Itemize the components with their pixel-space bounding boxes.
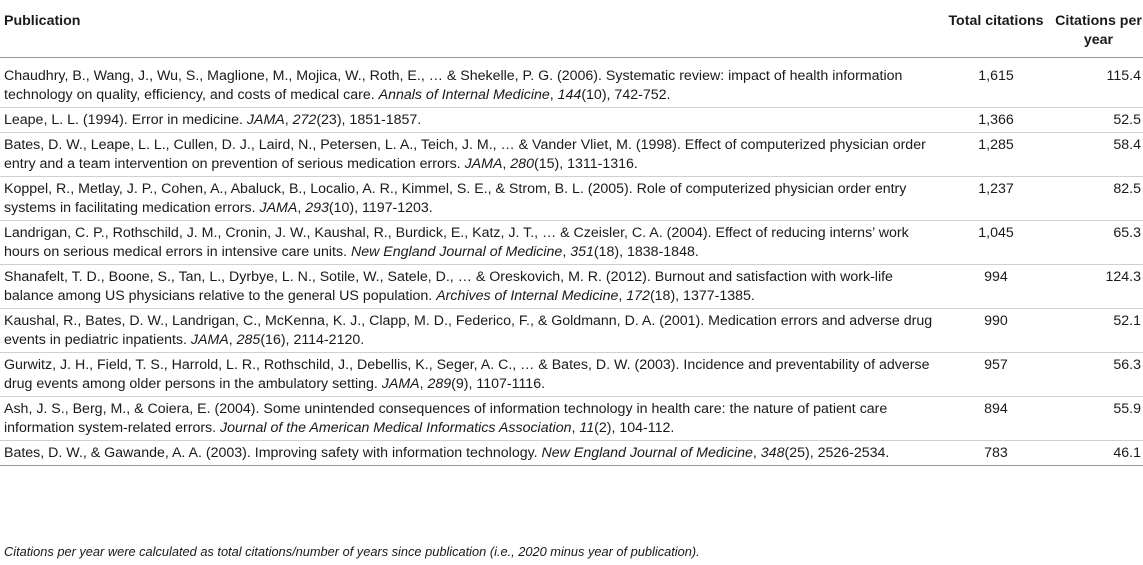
citation-journal: Annals of Internal Medicine (378, 87, 550, 103)
publication-cell (0, 265, 944, 309)
publication-cell (0, 441, 944, 466)
citation-authors-title: Bates, D. W., & Gawande, A. A. (2003). Improving safety with information technology. (4, 445, 542, 461)
citations-per-year-cell: 46.1 (1048, 441, 1143, 466)
total-citations-cell: 1,285 (944, 133, 1048, 177)
total-citations-cell: 1,237 (944, 177, 1048, 221)
citation-separator: , (228, 332, 237, 348)
citation-journal: New England Journal of Medicine (541, 445, 753, 461)
citation-journal: Journal of the American Medical Informatics Association (220, 420, 572, 436)
citations-per-year-cell: 65.3 (1048, 221, 1143, 265)
header-total-citations: Total citations (944, 4, 1048, 58)
citation-issue-pages: (25), 2526-2534. (784, 445, 890, 461)
citation-issue-pages: (23), 1851-1857. (316, 112, 422, 128)
citation-authors-title: Bates, D. W., Leape, L. L., Cullen, D. J., Laird, N., Petersen, L. A., Teich, J. M., … & Vander Vliet, M. (1998). Effect of computerized physician order entry and a team intervention on prevention of serious medication errors. (4, 137, 926, 172)
total-citations-cell: 894 (944, 397, 1048, 441)
table-row (0, 133, 1143, 177)
publication-cell (0, 133, 944, 177)
total-citations-cell: 1,045 (944, 221, 1048, 265)
table-row (0, 309, 1143, 353)
header-publication: Publication (0, 4, 944, 58)
publication-cell (0, 221, 944, 265)
citation-authors-title: Koppel, R., Metlay, J. P., Cohen, A., Abaluck, B., Localio, A. R., Kimmel, S. E., & Strom, B. L. (2005). Role of computerized physician order entry systems in facilitating medication errors. (4, 181, 907, 216)
citation-separator: , (502, 156, 511, 172)
table-row (0, 397, 1143, 441)
citation-authors-title: Kaushal, R., Bates, D. W., Landrigan, C., McKenna, K. J., Clapp, M. D., Federico, F., & Goldmann, D. A. (2001). Medication errors and adverse drug events in pediatric inpatients. (4, 313, 933, 348)
table-header (0, 4, 1143, 58)
publication-cell (0, 309, 944, 353)
citation-separator: , (284, 112, 293, 128)
citation-authors-title: Shanafelt, T. D., Boone, S., Tan, L., Dyrbye, L. N., Sotile, W., Satele, D., … & Oreskovich, M. R. (2012). Burnout and satisfaction with work-life balance among US physicians relative to the general US population. (4, 269, 893, 304)
citations-per-year-cell: 52.5 (1048, 108, 1143, 133)
table-body (0, 58, 1143, 466)
header-row (0, 4, 1143, 58)
publication-cell (0, 397, 944, 441)
citation-volume: 144 (557, 87, 582, 103)
table-row (0, 58, 1143, 108)
publication-cell (0, 58, 944, 108)
total-citations-cell: 957 (944, 353, 1048, 397)
citations-per-year-cell: 55.9 (1048, 397, 1143, 441)
table-row (0, 108, 1143, 133)
citations-per-year-cell: 58.4 (1048, 133, 1143, 177)
citation-separator: , (562, 244, 571, 260)
citation-authors-title: Landrigan, C. P., Rothschild, J. M., Cronin, J. W., Kaushal, R., Burdick, E., Katz, J. T., … & Czeisler, C. A. (2004). Effect of reducing interns’ work hours on serious medical errors in intensive care units. (4, 225, 909, 260)
citations-per-year-cell: 52.1 (1048, 309, 1143, 353)
citation-issue-pages: (16), 2114-2120. (260, 332, 365, 348)
citation-journal: JAMA (246, 112, 285, 128)
citation-separator: , (297, 200, 306, 216)
citation-issue-pages: (10), 742-752. (581, 87, 671, 103)
citation-journal: Archives of Internal Medicine (436, 288, 619, 304)
citation-authors-title: Ash, J. S., Berg, M., & Coiera, E. (2004). Some unintended consequences of information technology in health care: the nature of patient care information system-related errors. (4, 401, 888, 436)
citation-volume: 348 (760, 445, 785, 461)
publication-cell (0, 353, 944, 397)
total-citations-cell: 990 (944, 309, 1048, 353)
table-footnote: Citations per year were calculated as total citations/number of years since publication (i.e., 2020 minus year of publication). (4, 544, 700, 559)
citation-authors-title: Leape, L. L. (1994). Error in medicine. (4, 112, 247, 128)
table-row (0, 177, 1143, 221)
table-row (0, 441, 1143, 466)
citation-volume: 11 (579, 420, 595, 436)
citation-volume: 172 (626, 288, 650, 304)
citation-separator: , (752, 445, 761, 461)
citation-volume: 289 (427, 376, 452, 392)
citation-separator: , (571, 420, 580, 436)
publication-cell (0, 177, 944, 221)
citations-table (0, 4, 1143, 466)
citation-separator: , (419, 376, 428, 392)
citation-issue-pages: (2), 104-112. (594, 420, 675, 436)
total-citations-cell: 1,615 (944, 58, 1048, 108)
citations-per-year-cell: 124.3 (1048, 265, 1143, 309)
citation-journal: JAMA (190, 332, 229, 348)
citation-journal: JAMA (464, 156, 503, 172)
citation-separator: , (618, 288, 627, 304)
citations-per-year-cell: 82.5 (1048, 177, 1143, 221)
publication-cell (0, 108, 944, 133)
citation-issue-pages: (18), 1838-1848. (593, 244, 699, 260)
citations-per-year-cell: 115.4 (1048, 58, 1143, 108)
citation-volume: 272 (292, 112, 317, 128)
citation-volume: 280 (510, 156, 534, 172)
citation-issue-pages: (10), 1197-1203. (328, 200, 433, 216)
table-row (0, 353, 1143, 397)
citation-journal: New England Journal of Medicine (350, 244, 563, 260)
citation-volume: 351 (570, 244, 594, 260)
citation-issue-pages: (9), 1107-1116. (451, 376, 546, 392)
citation-volume: 293 (305, 200, 329, 216)
citation-authors-title: Chaudhry, B., Wang, J., Wu, S., Maglione, M., Mojica, W., Roth, E., … & Shekelle, P. G. (2006). Systematic review: impact of health information technology on quality, efficiency, and costs of medical care. (4, 68, 903, 103)
citation-journal: JAMA (259, 200, 298, 216)
citation-journal: JAMA (381, 376, 420, 392)
citation-issue-pages: (18), 1377-1385. (649, 288, 755, 304)
table-row (0, 265, 1143, 309)
total-citations-cell: 783 (944, 441, 1048, 466)
citations-per-year-cell: 56.3 (1048, 353, 1143, 397)
citation-volume: 285 (236, 332, 261, 348)
total-citations-cell: 994 (944, 265, 1048, 309)
header-citations-per-year: Citations per year (1048, 4, 1143, 58)
citation-authors-title: Gurwitz, J. H., Field, T. S., Harrold, L. R., Rothschild, J., Debellis, K., Seger, A. C., … & Bates, D. W. (2003). Incidence and preventability of adverse drug events among older persons in the ambulatory setting. (4, 357, 930, 392)
total-citations-cell: 1,366 (944, 108, 1048, 133)
citation-separator: , (549, 87, 558, 103)
citation-issue-pages: (15), 1311-1316. (533, 156, 638, 172)
table-row (0, 221, 1143, 265)
